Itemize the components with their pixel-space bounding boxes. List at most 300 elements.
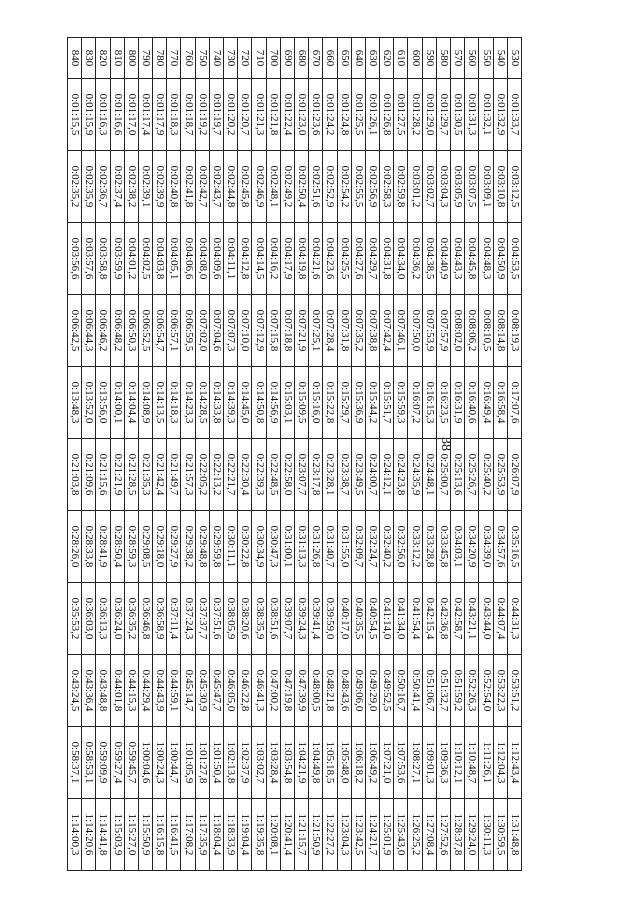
- row-label-cell: 690: [280, 38, 294, 79]
- time-cell: 0:01:24,2: [323, 79, 337, 151]
- time-cell: 0:06:46,2: [96, 295, 110, 367]
- time-cell: 0:07:57,9: [436, 295, 450, 367]
- time-cell: 0:43:24,5: [68, 655, 82, 727]
- row-label-cell: 660: [323, 38, 337, 79]
- table-row: [209, 38, 223, 871]
- table-row: [82, 38, 96, 871]
- time-cell: 0:28:41,9: [96, 511, 110, 583]
- time-cell: 0:24:23,8: [394, 439, 408, 511]
- time-cell: 0:41:54,4: [408, 583, 422, 655]
- time-cell: 0:03:57,6: [82, 223, 96, 295]
- time-cell: 1:06:18,2: [351, 727, 365, 799]
- time-cell: 0:01:23,0: [295, 79, 309, 151]
- time-cell: 0:44:59,1: [167, 655, 181, 727]
- time-cell: 0:02:46,9: [252, 151, 266, 223]
- time-cell: 0:48:21,8: [323, 655, 337, 727]
- time-cell: 0:22:13,2: [209, 439, 223, 511]
- time-cell: 0:24:12,1: [380, 439, 394, 511]
- table-row: [365, 38, 379, 871]
- time-cell: 0:40:54,5: [365, 583, 379, 655]
- data-table: [67, 37, 522, 871]
- time-cell: 0:03:56,6: [68, 223, 82, 295]
- time-cell: 0:25:13,6: [451, 439, 465, 511]
- time-cell: 0:02:42,7: [195, 151, 209, 223]
- time-cell: 1:24:21,7: [365, 799, 379, 871]
- time-cell: 0:07:10,0: [238, 295, 252, 367]
- time-cell: 0:25:53,9: [493, 439, 507, 511]
- row-label-cell: 730: [224, 38, 238, 79]
- time-cell: 0:15:22,8: [323, 367, 337, 439]
- time-cell: 1:01:05,9: [181, 727, 195, 799]
- time-cell: 0:01:15,9: [82, 79, 96, 151]
- time-cell: 1:00:24,3: [153, 727, 167, 799]
- time-cell: 1:05:48,0: [337, 727, 351, 799]
- row-label-cell: 810: [110, 38, 124, 79]
- time-cell: 0:24:48,1: [422, 439, 436, 511]
- time-cell: 0:01:19,7: [209, 79, 223, 151]
- row-label-cell: 650: [337, 38, 351, 79]
- time-cell: 0:13:48,3: [68, 367, 82, 439]
- time-cell: 0:45:30,9: [195, 655, 209, 727]
- time-cell: 0:04:12,8: [238, 223, 252, 295]
- time-cell: 0:30:22,8: [238, 511, 252, 583]
- time-cell: 1:30:59,5: [493, 799, 507, 871]
- time-cell: 0:52:26,3: [465, 655, 479, 727]
- time-cell: 0:02:56,9: [365, 151, 379, 223]
- time-cell: 1:30:11,3: [479, 799, 493, 871]
- time-cell: 0:14:04,4: [124, 367, 138, 439]
- time-cell: 0:46:22,8: [238, 655, 252, 727]
- time-cell: 0:04:16,2: [266, 223, 280, 295]
- time-cell: 0:47:19,8: [280, 655, 294, 727]
- row-label-cell: 770: [167, 38, 181, 79]
- time-cell: 1:09:36,3: [436, 727, 450, 799]
- time-cell: 1:27:08,4: [422, 799, 436, 871]
- time-cell: 0:23:17,8: [309, 439, 323, 511]
- time-cell: 0:32:56,0: [394, 511, 408, 583]
- table-body: [68, 38, 522, 871]
- row-label-cell: 820: [96, 38, 110, 79]
- time-cell: 0:04:02,5: [138, 223, 152, 295]
- time-cell: 0:59:27,4: [110, 727, 124, 799]
- time-cell: 0:02:52,9: [323, 151, 337, 223]
- time-cell: 0:36:13,3: [96, 583, 110, 655]
- time-cell: 0:07:18,8: [280, 295, 294, 367]
- time-cell: 0:04:36,2: [408, 223, 422, 295]
- time-cell: 0:02:43,7: [209, 151, 223, 223]
- time-cell: 0:51:06,7: [422, 655, 436, 727]
- time-cell: 0:30:47,3: [266, 511, 280, 583]
- time-cell: 0:29:18,0: [153, 511, 167, 583]
- row-label-cell: 830: [82, 38, 96, 79]
- time-cell: 0:49:29,0: [365, 655, 379, 727]
- time-cell: 1:17:08,2: [181, 799, 195, 871]
- time-cell: 0:14:33,8: [209, 367, 223, 439]
- time-cell: 0:22:21,7: [224, 439, 238, 511]
- rotated-table-wrapper: [67, 37, 522, 871]
- time-cell: 0:07:46,1: [394, 295, 408, 367]
- time-cell: 1:03:28,4: [266, 727, 280, 799]
- time-cell: 1:26:25,2: [408, 799, 422, 871]
- time-cell: 0:29:59,8: [209, 511, 223, 583]
- time-cell: 0:49:52,5: [380, 655, 394, 727]
- row-label-cell: 560: [465, 38, 479, 79]
- time-cell: 0:15:44,2: [365, 367, 379, 439]
- time-cell: 0:02:54,2: [337, 151, 351, 223]
- time-cell: 0:21:57,3: [181, 439, 195, 511]
- time-cell: 0:06:44,3: [82, 295, 96, 367]
- time-cell: 0:03:59,9: [110, 223, 124, 295]
- time-cell: 0:35:53,2: [68, 583, 82, 655]
- table-row: [493, 38, 507, 871]
- time-cell: 1:29:24,0: [465, 799, 479, 871]
- time-cell: 0:03:02,7: [422, 151, 436, 223]
- row-label-cell: 760: [181, 38, 195, 79]
- table-row: [451, 38, 465, 871]
- time-cell: 0:03:58,8: [96, 223, 110, 295]
- time-cell: 0:01:28,2: [408, 79, 422, 151]
- time-cell: 1:03:02,7: [252, 727, 266, 799]
- table-row: [337, 38, 351, 871]
- time-cell: 1:15:27,0: [124, 799, 138, 871]
- time-cell: 0:15:29,7: [337, 367, 351, 439]
- time-cell: 0:01:15,5: [68, 79, 82, 151]
- table-row: [153, 38, 167, 871]
- time-cell: 0:01:25,5: [351, 79, 365, 151]
- time-cell: 0:30:34,9: [252, 511, 266, 583]
- row-label-cell: 680: [295, 38, 309, 79]
- time-cell: 0:07:50,0: [408, 295, 422, 367]
- time-cell: 0:02:41,8: [181, 151, 195, 223]
- time-cell: 0:01:23,6: [309, 79, 323, 151]
- time-cell: 0:23:49,5: [351, 439, 365, 511]
- time-cell: 1:07:53,6: [394, 727, 408, 799]
- time-cell: 0:14:00,1: [110, 367, 124, 439]
- time-cell: 0:43:44,0: [479, 583, 493, 655]
- time-cell: 0:16:07,2: [408, 367, 422, 439]
- time-cell: 0:07:42,4: [380, 295, 394, 367]
- time-cell: 0:29:48,8: [195, 511, 209, 583]
- time-cell: 0:21:42,4: [153, 439, 167, 511]
- time-cell: 0:04:14,5: [252, 223, 266, 295]
- time-cell: 0:45:47,7: [209, 655, 223, 727]
- row-label-cell: 670: [309, 38, 323, 79]
- time-cell: 0:45:14,7: [181, 655, 195, 727]
- time-cell: 1:01:50,4: [209, 727, 223, 799]
- time-cell: 0:52:54,0: [479, 655, 493, 727]
- time-cell: 0:04:05,1: [167, 223, 181, 295]
- time-cell: 0:44:29,4: [138, 655, 152, 727]
- time-cell: 0:32:40,2: [380, 511, 394, 583]
- row-label-cell: 570: [451, 38, 465, 79]
- table-row: [394, 38, 408, 871]
- time-cell: 1:18:33,9: [224, 799, 238, 871]
- time-cell: 0:37:51,6: [209, 583, 223, 655]
- time-cell: 1:16:41,5: [167, 799, 181, 871]
- time-cell: 1:22:27,2: [323, 799, 337, 871]
- time-cell: 0:01:17,4: [138, 79, 152, 151]
- time-cell: 0:41:34,0: [394, 583, 408, 655]
- time-cell: 0:59:09,9: [96, 727, 110, 799]
- time-cell: 0:25:40,2: [479, 439, 493, 511]
- row-label-cell: 610: [394, 38, 408, 79]
- time-cell: 0:44:43,9: [153, 655, 167, 727]
- time-cell: 0:04:43,3: [451, 223, 465, 295]
- time-cell: 0:36:24,0: [110, 583, 124, 655]
- table-row: [96, 38, 110, 871]
- time-cell: 0:01:20,2: [224, 79, 238, 151]
- table-row: [167, 38, 181, 871]
- time-cell: 0:07:31,8: [337, 295, 351, 367]
- time-cell: 0:40:35,5: [351, 583, 365, 655]
- time-cell: 0:02:51,6: [309, 151, 323, 223]
- time-cell: 0:28:50,4: [110, 511, 124, 583]
- time-cell: 0:36:03,0: [82, 583, 96, 655]
- table-row: [181, 38, 195, 871]
- time-cell: 0:58:53,1: [82, 727, 96, 799]
- time-cell: 0:44:31,3: [507, 583, 521, 655]
- time-cell: 1:19:35,8: [252, 799, 266, 871]
- time-cell: 0:38:51,6: [266, 583, 280, 655]
- table-row: [380, 38, 394, 871]
- time-cell: 0:58:37,1: [68, 727, 82, 799]
- table-row: [138, 38, 152, 871]
- time-cell: 0:07:28,4: [323, 295, 337, 367]
- time-cell: 0:22:30,4: [238, 439, 252, 511]
- time-cell: 0:44:15,3: [124, 655, 138, 727]
- time-cell: 0:44:01,8: [110, 655, 124, 727]
- time-cell: 0:33:45,8: [436, 511, 450, 583]
- table-row: [238, 38, 252, 871]
- table-row: [479, 38, 493, 871]
- time-cell: 0:06:59,5: [181, 295, 195, 367]
- time-cell: 0:14:28,5: [195, 367, 209, 439]
- time-cell: 0:39:07,7: [280, 583, 294, 655]
- row-label-cell: 740: [209, 38, 223, 79]
- time-cell: 1:19:04,4: [238, 799, 252, 871]
- time-cell: 0:21:03,8: [68, 439, 82, 511]
- time-cell: 0:38:20,6: [238, 583, 252, 655]
- time-cell: 0:34:03,1: [451, 511, 465, 583]
- time-cell: 0:33:28,8: [422, 511, 436, 583]
- time-cell: 0:04:08,0: [195, 223, 209, 295]
- time-cell: 0:03:09,1: [479, 151, 493, 223]
- time-cell: 0:51:59,2: [451, 655, 465, 727]
- time-cell: 1:14:41,8: [96, 799, 110, 871]
- time-cell: 0:34:57,6: [493, 511, 507, 583]
- time-cell: 0:02:35,9: [82, 151, 96, 223]
- time-cell: 0:07:12,9: [252, 295, 266, 367]
- time-cell: 0:42:58,7: [451, 583, 465, 655]
- time-cell: 0:13:52,0: [82, 367, 96, 439]
- table-row: [465, 38, 479, 871]
- time-cell: 0:14:45,0: [238, 367, 252, 439]
- time-cell: 0:07:38,8: [365, 295, 379, 367]
- time-cell: 0:15:36,9: [351, 367, 365, 439]
- time-cell: 0:33:12,2: [408, 511, 422, 583]
- time-cell: 0:23:28,1: [323, 439, 337, 511]
- time-cell: 0:21:35,3: [138, 439, 152, 511]
- time-cell: 0:01:17,0: [124, 79, 138, 151]
- time-cell: 0:01:31,3: [465, 79, 479, 151]
- table-row: [507, 38, 521, 871]
- time-cell: 0:15:09,5: [295, 367, 309, 439]
- table-row: [68, 38, 82, 871]
- time-cell: 0:04:45,8: [465, 223, 479, 295]
- time-cell: 0:48:43,6: [337, 655, 351, 727]
- row-label-cell: 640: [351, 38, 365, 79]
- table-row: [280, 38, 294, 871]
- time-cell: 0:59:45,7: [124, 727, 138, 799]
- time-cell: 0:01:16,6: [110, 79, 124, 151]
- time-cell: 0:14:08,9: [138, 367, 152, 439]
- time-cell: 0:13:56,0: [96, 367, 110, 439]
- time-cell: 1:15:03,9: [110, 799, 124, 871]
- time-cell: 0:24:00,7: [365, 439, 379, 511]
- time-cell: 0:03:10,8: [493, 151, 507, 223]
- time-cell: 0:53:51,2: [507, 655, 521, 727]
- time-cell: 0:43:48,8: [96, 655, 110, 727]
- time-cell: 1:00:44,7: [167, 727, 181, 799]
- time-cell: 0:04:48,3: [479, 223, 493, 295]
- time-cell: 0:17:07,6: [507, 367, 521, 439]
- table-row: [295, 38, 309, 871]
- time-cell: 0:01:17,9: [153, 79, 167, 151]
- time-cell: 0:32:09,7: [351, 511, 365, 583]
- time-cell: 1:31:48,8: [507, 799, 521, 871]
- time-cell: 1:18:04,4: [209, 799, 223, 871]
- time-cell: 0:03:04,3: [436, 151, 450, 223]
- row-label-cell: 700: [266, 38, 280, 79]
- time-cell: 0:03:05,9: [451, 151, 465, 223]
- time-cell: 1:27:52,6: [436, 799, 450, 871]
- table-row: [323, 38, 337, 871]
- time-cell: 0:21:21,9: [110, 439, 124, 511]
- time-cell: 0:15:16,0: [309, 367, 323, 439]
- time-cell: 1:06:49,2: [365, 727, 379, 799]
- time-cell: 0:28:26,0: [68, 511, 82, 583]
- time-cell: 0:08:14,8: [493, 295, 507, 367]
- time-cell: 0:01:26,8: [380, 79, 394, 151]
- time-cell: 0:25:26,7: [465, 439, 479, 511]
- time-cell: 0:46:41,3: [252, 655, 266, 727]
- time-cell: 1:25:43,0: [394, 799, 408, 871]
- time-cell: 1:11:26,1: [479, 727, 493, 799]
- time-cell: 0:22:48,5: [266, 439, 280, 511]
- time-cell: 0:28:59,3: [124, 511, 138, 583]
- time-cell: 0:14:18,3: [167, 367, 181, 439]
- time-cell: 0:04:31,8: [380, 223, 394, 295]
- time-cell: 0:06:54,7: [153, 295, 167, 367]
- time-cell: 0:02:55,5: [351, 151, 365, 223]
- time-cell: 0:04:53,5: [507, 223, 521, 295]
- time-cell: 0:14:50,8: [252, 367, 266, 439]
- time-cell: 0:03:07,5: [465, 151, 479, 223]
- time-cell: 1:00:04,6: [138, 727, 152, 799]
- time-cell: 0:06:42,5: [68, 295, 82, 367]
- time-cell: 0:06:48,2: [110, 295, 124, 367]
- row-label-cell: 620: [380, 38, 394, 79]
- time-cell: 0:02:44,8: [224, 151, 238, 223]
- table-row: [408, 38, 422, 871]
- time-cell: 0:07:21,9: [295, 295, 309, 367]
- row-label-cell: 540: [493, 38, 507, 79]
- time-cell: 0:23:38,7: [337, 439, 351, 511]
- time-cell: 1:12:04,3: [493, 727, 507, 799]
- time-cell: 0:04:01,2: [124, 223, 138, 295]
- time-cell: 0:43:36,4: [82, 655, 96, 727]
- time-cell: 0:31:13,3: [295, 511, 309, 583]
- time-cell: 0:31:26,8: [309, 511, 323, 583]
- time-cell: 0:14:39,3: [224, 367, 238, 439]
- time-cell: 0:34:39,0: [479, 511, 493, 583]
- time-cell: 0:02:39,9: [153, 151, 167, 223]
- time-cell: 0:06:57,1: [167, 295, 181, 367]
- time-cell: 0:02:35,2: [68, 151, 82, 223]
- time-cell: 0:02:50,4: [295, 151, 309, 223]
- time-cell: 0:21:28,5: [124, 439, 138, 511]
- time-cell: 0:01:24,8: [337, 79, 351, 151]
- time-cell: 0:29:27,9: [167, 511, 181, 583]
- time-cell: 0:04:06,6: [181, 223, 195, 295]
- time-cell: 0:25:00,7: [436, 439, 450, 511]
- row-label-cell: 630: [365, 38, 379, 79]
- row-label-cell: 600: [408, 38, 422, 79]
- time-cell: 0:29:38,2: [181, 511, 195, 583]
- time-cell: 0:50:41,4: [408, 655, 422, 727]
- time-cell: 0:01:27,5: [394, 79, 408, 151]
- time-cell: 0:36:35,2: [124, 583, 138, 655]
- time-cell: 0:01:21,8: [266, 79, 280, 151]
- time-cell: 0:22:58,0: [280, 439, 294, 511]
- time-cell: 0:01:26,1: [365, 79, 379, 151]
- row-label-cell: 710: [252, 38, 266, 79]
- time-cell: 0:48:00,5: [309, 655, 323, 727]
- time-cell: 0:28:33,8: [82, 511, 96, 583]
- time-cell: 0:02:48,1: [266, 151, 280, 223]
- time-cell: 0:01:32,9: [493, 79, 507, 151]
- time-cell: 0:01:18,7: [181, 79, 195, 151]
- row-label-cell: 720: [238, 38, 252, 79]
- time-cell: 0:02:45,8: [238, 151, 252, 223]
- time-cell: 1:23:42,5: [351, 799, 365, 871]
- time-cell: 0:16:49,4: [479, 367, 493, 439]
- time-cell: 0:51:32,7: [436, 655, 450, 727]
- time-cell: 0:35:16,5: [507, 511, 521, 583]
- time-cell: 0:31:40,7: [323, 511, 337, 583]
- time-cell: 0:26:07,9: [507, 439, 521, 511]
- time-cell: 0:04:19,8: [295, 223, 309, 295]
- time-cell: 0:42:36,8: [436, 583, 450, 655]
- row-label-cell: 550: [479, 38, 493, 79]
- time-cell: 1:05:18,5: [323, 727, 337, 799]
- time-cell: 1:23:04,3: [337, 799, 351, 871]
- time-cell: 0:50:16,7: [394, 655, 408, 727]
- time-cell: 1:10:48,7: [465, 727, 479, 799]
- time-cell: 0:16:58,4: [493, 367, 507, 439]
- time-cell: 0:03:12,5: [507, 151, 521, 223]
- time-cell: 0:01:16,3: [96, 79, 110, 151]
- time-cell: 0:47:39,9: [295, 655, 309, 727]
- time-cell: 0:01:30,5: [451, 79, 465, 151]
- time-cell: 1:20:41,4: [280, 799, 294, 871]
- time-cell: 0:06:52,5: [138, 295, 152, 367]
- time-cell: 0:04:34,0: [394, 223, 408, 295]
- time-cell: 0:08:19,3: [507, 295, 521, 367]
- time-cell: 1:12:43,4: [507, 727, 521, 799]
- time-cell: 0:04:27,6: [351, 223, 365, 295]
- row-label-cell: 800: [124, 38, 138, 79]
